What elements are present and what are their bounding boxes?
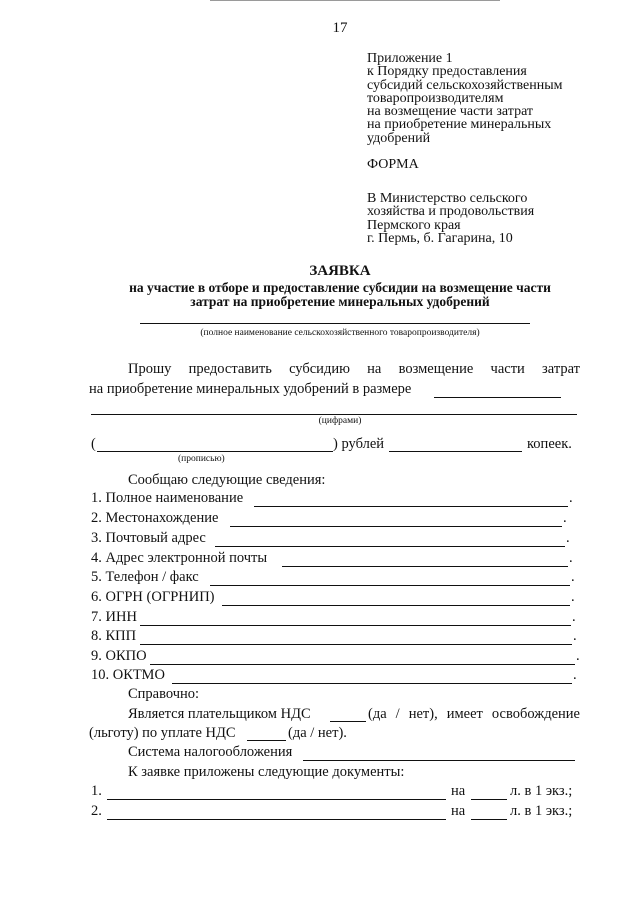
field-label-oktmo: 10. ОКТМО [91,667,165,683]
page-number: 17 [332,20,348,36]
document-sheets-label: л. в 1 экз.; [510,783,573,799]
field-label-location: 2. Местонахождение [91,510,219,526]
rubles-label: ) рублей [333,436,385,452]
top-rule [210,0,500,1]
field-end: . [571,569,575,585]
producer-caption: (полное наименование сельскохозяйственного товаропроизводителя) [200,328,480,338]
phone-fax-input[interactable] [210,585,570,586]
field-end: . [571,589,575,605]
words-caption: (прописью) [178,454,225,464]
kopecks-label: копеек. [527,436,572,452]
producer-name-field[interactable] [140,323,530,324]
field-label-kpp: 8. КПП [91,628,137,644]
appendix-line: товаропроизводителям [367,90,504,106]
amount-field[interactable] [434,397,561,398]
request-line-2: на приобретение минеральных удобрений в размере [89,381,412,397]
field-end: . [569,550,573,566]
vat-exemption-label: (да / нет), имеет освобождение [368,706,580,722]
document-on-label: на [451,783,466,799]
kpp-input[interactable] [140,644,572,645]
document-on-label: на [451,803,466,819]
vat-payer-label: Является плательщиком НДС [128,706,311,722]
field-end: . [573,667,577,683]
rubles-open-paren: ( [91,436,96,452]
document-sheets-input[interactable] [471,819,507,820]
request-line-1: Прошу предоставить субсидию на возмещение части затрат [128,361,580,377]
subtitle-line: на участие в отборе и предоставление субсидии на возмещение части [129,280,551,295]
appendix-line: на приобретение минеральных [367,117,552,133]
location-input[interactable] [230,526,562,527]
field-label-ogrn: 6. ОГРН (ОГРНИП) [91,589,215,605]
addressee-block [367,192,534,245]
inn-input[interactable] [140,625,571,626]
vat-payer-input[interactable] [330,721,366,722]
document-title: ЗАЯВКА [309,263,371,279]
rubles-words-field[interactable] [97,451,333,452]
postal-address-input[interactable] [215,546,565,547]
appendix-block [367,52,562,145]
document-sheets-input[interactable] [471,799,507,800]
appendix-line: на возмещение части затрат [367,104,534,120]
field-end: . [576,648,580,664]
full-name-input[interactable] [254,506,568,507]
field-end: . [569,490,573,506]
vat-benefit-suffix: (да / нет). [288,725,347,741]
field-label-phone-fax: 5. Телефон / факс [91,569,199,585]
amount-digits-field[interactable] [91,414,577,415]
field-label-okpo: 9. ОКПО [91,648,147,664]
info-intro: Сообщаю следующие сведения: [128,472,326,488]
addressee-line: хозяйства и продовольствия [367,204,535,220]
document-number: 1. [91,783,102,799]
field-end: . [563,510,567,526]
okpo-input[interactable] [150,664,575,665]
vat-benefit-input[interactable] [247,740,286,741]
ogrn-input[interactable] [222,605,570,606]
field-end: . [572,609,576,625]
kopecks-field[interactable] [389,451,522,452]
subtitle-line: затрат на приобретение минеральных удобрений [190,294,490,309]
field-label-email: 4. Адрес электронной почты [91,550,268,566]
tax-system-label: Система налогообложения [128,744,293,760]
field-label-full-name: 1. Полное наименование [91,490,244,506]
documents-intro: К заявке приложены следующие документы: [128,764,405,780]
addressee-line: Пермского края [367,217,461,233]
document-number: 2. [91,803,102,819]
document-name-input[interactable] [107,799,446,800]
oktmo-input[interactable] [172,683,572,684]
document-subtitle [80,281,600,309]
form-label: ФОРМА [367,157,419,172]
addressee-line: г. Пермь, б. Гагарина, 10 [367,230,513,246]
reference-label: Справочно: [128,686,200,702]
appendix-line: Приложение 1 [367,51,453,66]
appendix-line: к Порядку предоставления [367,64,527,80]
vat-benefit-label: (льготу) по уплате НДС [89,725,236,741]
field-label-postal-address: 3. Почтовый адрес [91,530,206,546]
document-sheets-label: л. в 1 экз.; [510,803,573,819]
document-name-input[interactable] [107,819,446,820]
appendix-line: субсидий сельскохозяйственным [367,77,563,93]
tax-system-input[interactable] [303,760,575,761]
field-end: . [573,628,577,644]
addressee-line: В Министерство сельского [367,191,528,206]
email-input[interactable] [282,566,568,567]
field-label-inn: 7. ИНН [91,609,137,625]
appendix-line: удобрений [367,130,431,146]
digits-caption: (цифрами) [318,416,362,426]
field-end: . [566,530,570,546]
